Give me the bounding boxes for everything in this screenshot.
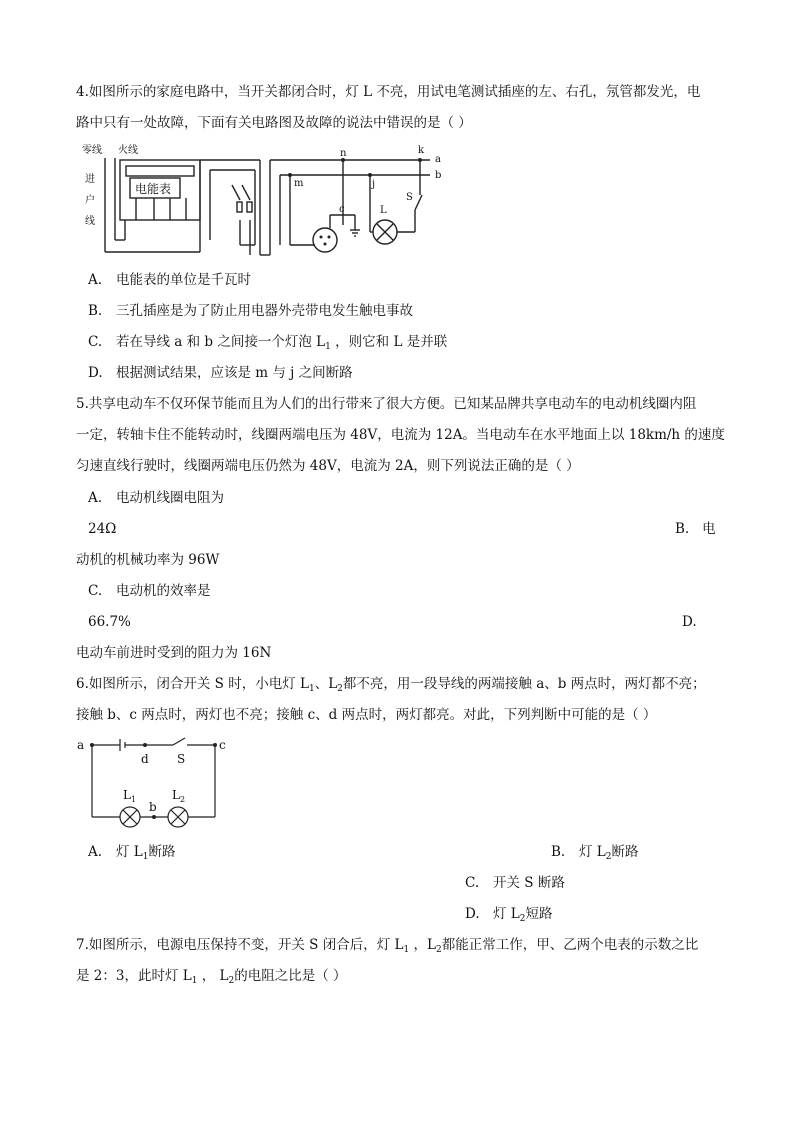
q4-stem-line2: 路中只有一处故障，下面有关电路图及故障的说法中错误的是（ ） [76,115,472,131]
q6-stem-line2: 接触 b、c 两点时，两灯也不亮；接触 c、d 两点时，两灯都亮。对此，下列判断中可能的是（ ） [76,707,657,723]
q4-circuit-diagram [80,140,450,265]
q5-option-a-value: 24Ω [88,521,117,537]
svg-text:d: d [141,752,149,766]
q6-option-a[interactable]: A. 灯 $L_1$断路 [88,844,176,862]
svg-text:户: 户 [85,195,95,206]
q6-circuit-diagram [75,733,235,833]
q5-option-c-value: 66.7% [88,614,131,630]
q5-option-d[interactable]: D. [682,614,697,630]
q4-option-a[interactable]: A. 电能表的单位是千瓦时 [88,272,251,288]
svg-text:k: k [418,145,425,156]
svg-text:L: L [380,205,387,216]
q5-option-a[interactable]: A. 电动机线圈电阻为 [88,490,224,506]
svg-text:j: j [372,179,376,190]
q4-option-c[interactable]: C. 若在导线 a 和 b 之间接一个灯泡 $L_1$ ，则它和 L 是并联 [88,334,448,352]
svg-text:线: 线 [85,216,95,227]
svg-text:进: 进 [85,174,95,185]
svg-text:2: 2 [180,795,186,804]
q5-stem-line2: 一定，转轴卡住不能转动时，线圈两端电压为 48V，电流为 12A。当电动车在水平地面上以 18km/h 的速度 [76,427,725,443]
q5-stem-line3: 匀速直线行驶时，线圈两端电压仍然为 48V，电流为 2A，则下列说法正确的是（ ） [76,458,580,474]
svg-text:b: b [149,800,157,814]
svg-text:m: m [294,178,304,189]
svg-text:火线: 火线 [118,145,138,156]
q5-option-c[interactable]: C. 电动机的效率是 [88,583,211,599]
svg-text:b: b [435,170,442,181]
q7-stem-line2: 是 2：3，此时灯 $L_1$ ， $L_2$的电阻之比是（ ） [76,968,347,986]
svg-text:1: 1 [131,795,137,804]
q7-stem-line1: 7.如图所示，电源电压保持不变，开关 S 闭合后，灯 $L_1$ ，$L_2$都能正常工作，甲、乙两个电表的示数之比 [76,937,699,955]
svg-text:S: S [177,752,186,766]
q6-option-d[interactable]: D. 灯 $L_2$短路 [465,906,553,924]
q4-option-b[interactable]: B. 三孔插座是为了防止用电器外壳带电发生触电事故 [88,303,413,319]
svg-text:L: L [172,788,180,802]
svg-text:c: c [339,204,345,215]
q5-stem-line1: 5.共享电动车不仅环保节能而且为人们的出行带来了很大方便。已知某品牌共享电动车的电动机线圈内阻 [76,396,697,412]
q4-stem-line1: 4.如图所示的家庭电路中，当开关都闭合时，灯 L 不亮，用试电笔测试插座的左、右孔，氖管都发光，电 [76,84,701,100]
svg-text:a: a [435,154,441,165]
svg-text:n: n [340,148,347,159]
svg-text:S: S [406,192,413,203]
q4-option-d[interactable]: D. 根据测试结果，应该是 m 与 j 之间断路 [88,365,353,381]
svg-text:电能表: 电能表 [135,182,172,196]
q6-stem-line1: 6.如图所示，闭合开关 S 时，小电灯 $L_1$、$L_2$都不亮，用一段导线的两端接触 a、b 两点时，两灯都不亮； [76,676,706,694]
q5-option-d-text: 电动车前进时受到的阻力为 16N [76,645,272,661]
q5-option-b-continued: 动机的机械功率为 96W [76,552,220,568]
svg-text:a: a [77,738,85,752]
q5-option-b[interactable]: B. 电 [675,521,716,537]
svg-text:零线: 零线 [82,145,102,156]
svg-text:L: L [123,788,131,802]
q6-option-c[interactable]: C. 开关 S 断路 [465,875,565,891]
q6-option-b[interactable]: B. 灯 $L_2$断路 [551,844,639,862]
svg-text:c: c [219,738,226,752]
